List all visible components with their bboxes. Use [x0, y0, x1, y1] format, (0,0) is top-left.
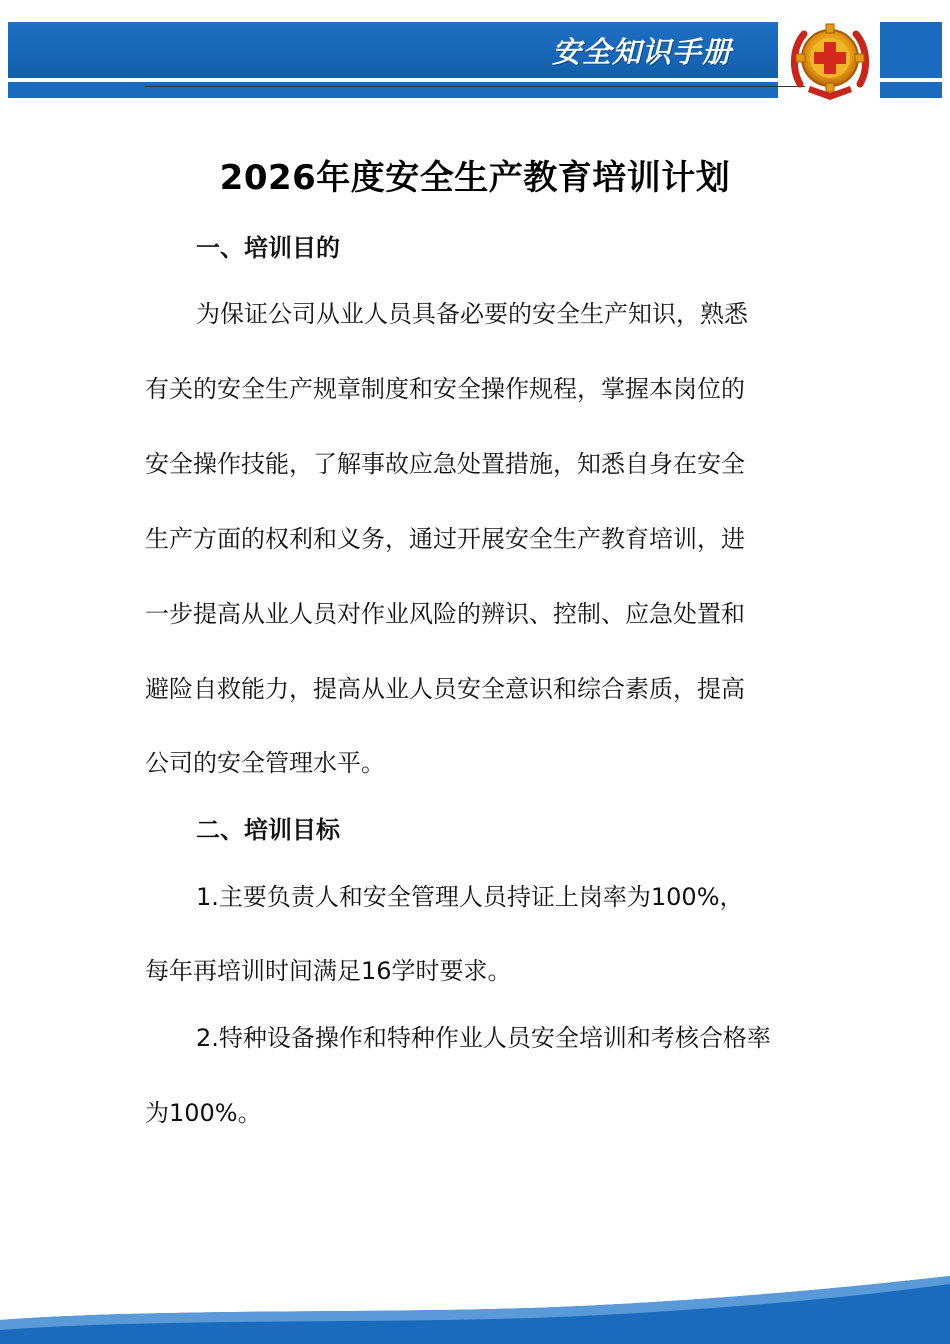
- paragraph-line: 有关的安全生产规章制度和安全操作规程，掌握本岗位的: [145, 375, 745, 403]
- header-title: 安全知识手册: [551, 35, 732, 69]
- paragraph-line: 一步提高从业人员对作业风险的辨识、控制、应急处置和: [145, 600, 745, 628]
- header-rule: [145, 86, 805, 87]
- paragraph-line: 避险自救能力，提高从业人员安全意识和综合素质，提高: [145, 675, 745, 703]
- paragraph-line: 公司的安全管理水平。: [145, 749, 385, 777]
- paragraph-line: 安全操作技能，了解事故应急处置措施，知悉自身在安全: [145, 450, 745, 478]
- paragraph-line: 为100%。: [145, 1099, 262, 1127]
- document-title: 2026年度安全生产教育培训计划: [219, 158, 731, 198]
- section-heading: 二、培训目标: [196, 816, 340, 844]
- safety-cross-emblem-icon: [784, 14, 876, 106]
- paragraph-line: 生产方面的权利和义务，通过开展安全生产教育培训，进: [145, 525, 745, 553]
- header-right-block: [880, 22, 942, 78]
- paragraph-line: 1.主要负责人和安全管理人员持证上岗率为100%，: [196, 883, 744, 911]
- footer-wave: [0, 1270, 950, 1344]
- header-right-strip: [880, 82, 942, 98]
- paragraph-line: 每年再培训时间满足16学时要求。: [145, 957, 512, 985]
- paragraph-line: 2.特种设备操作和特种作业人员安全培训和考核合格率: [196, 1024, 771, 1052]
- paragraph-line: 为保证公司从业人员具备必要的安全生产知识，熟悉: [196, 300, 748, 328]
- section-heading: 一、培训目的: [196, 234, 340, 262]
- header-strip: [8, 82, 778, 98]
